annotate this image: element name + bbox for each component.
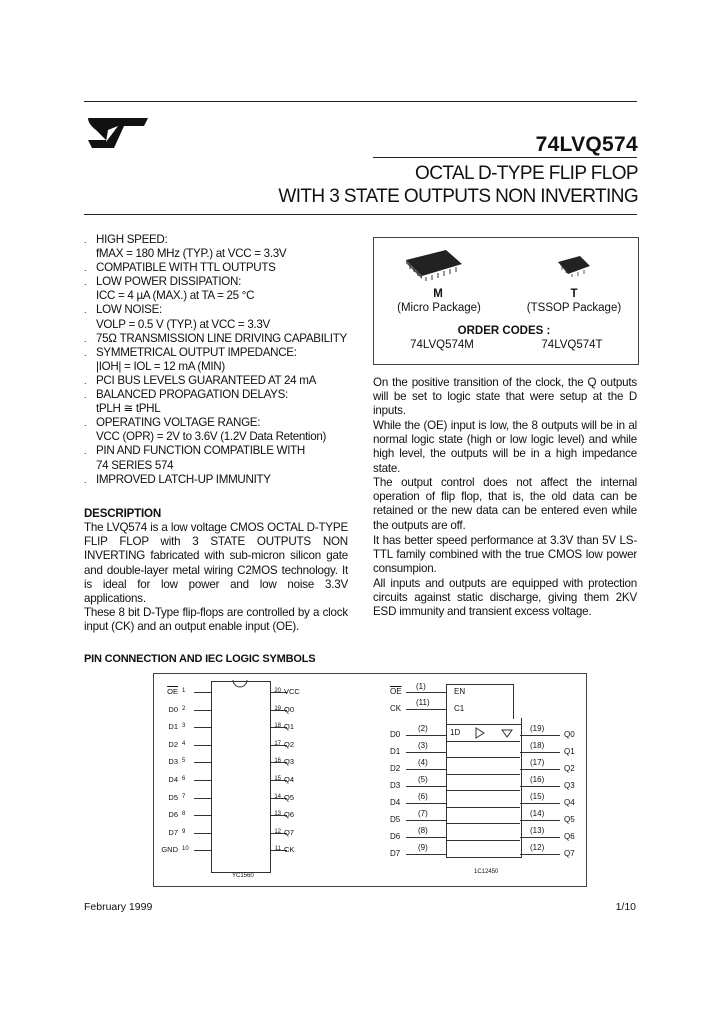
feature-detail: fMAX = 180 MHz (TYP.) at VCC = 3.3V	[96, 247, 287, 261]
iec-row-divider	[446, 741, 520, 742]
order-code-t: 74LVQ574T	[541, 339, 603, 351]
description-para1: The LVQ574 is a low voltage CMOS OCTAL D-TYPE FLIP FLOP with 3 STATE OUTPUTS NON INVERTING fabricated with sub-micron silicon gate and double-layer metal wiring C2MOS technology. It is ideal for low power and low noise 3.3V applications.	[84, 521, 348, 606]
iec-input-name: D1	[390, 747, 401, 756]
pin-name-right: Q1	[284, 722, 295, 732]
feature-title: OPERATING VOLTAGE RANGE:	[96, 416, 261, 430]
pin-number-right: 17	[274, 740, 281, 747]
iec-output-num: (13)	[530, 826, 545, 835]
iec-output-name: Q6	[564, 832, 575, 841]
iec-output-num: (18)	[530, 741, 545, 750]
pin-lead-left	[194, 710, 211, 711]
feature-detail: VCC (OPR) = 2V to 3.6V (1.2V Data Retention)	[96, 430, 327, 444]
iec-oe-num: (1)	[416, 682, 426, 691]
feature-item	[84, 261, 354, 275]
feature-item	[84, 473, 354, 487]
pin-section-heading: PIN CONNECTION AND IEC LOGIC SYMBOLS	[84, 653, 316, 665]
feature-title: HIGH SPEED:	[96, 233, 168, 246]
iec-output-num: (15)	[530, 792, 545, 801]
iec-output-name: Q5	[564, 815, 575, 824]
right-para2: While the (OE) input is low, the 8 outputs will be in al normal logic state (high or low logic level) and while high level, the outputs will be in a high impedance state.	[373, 419, 637, 475]
iec-input-line	[406, 769, 446, 770]
order-codes-heading: ORDER CODES :	[457, 325, 551, 337]
iec-input-num: (3)	[418, 741, 428, 750]
feature-title: PCI BUS LEVELS GUARANTEED AT 24 mA	[96, 373, 317, 387]
iec-main-block	[446, 724, 522, 858]
iec-output-name: Q7	[564, 849, 575, 858]
subtitle-line2: WITH 3 STATE OUTPUTS NON INVERTING	[278, 186, 638, 207]
feature-item	[84, 303, 354, 331]
iec-output-num: (12)	[530, 843, 545, 852]
pin-lead-left	[194, 727, 211, 728]
feature-item	[84, 388, 354, 416]
right-para4: It has better speed performance at 3.3V than 5V LS-TTL family combined with the true CMOS low power consumpion.	[373, 534, 637, 576]
pin-name-right: Q4	[284, 775, 295, 784]
pin-name-right: Q3	[284, 757, 295, 767]
pin-diagram-box	[153, 673, 587, 887]
iec-row-divider	[446, 823, 520, 824]
pin-name-right: Q6	[284, 810, 295, 820]
iec-output-line	[520, 803, 560, 804]
header-rule	[84, 101, 637, 102]
pin-name-right: Q7	[284, 827, 295, 837]
pin-name-left: D4	[168, 775, 178, 784]
iec-row-divider	[446, 757, 520, 758]
pin-number-left: 6	[182, 776, 186, 782]
iec-row-divider	[446, 774, 520, 775]
pin-name-right: Q0	[284, 704, 295, 714]
iec-row-divider	[446, 840, 520, 841]
bullet-icon: .	[84, 263, 87, 274]
feature-title: IMPROVED LATCH-UP IMMUNITY	[96, 472, 271, 486]
iec-input-line	[406, 854, 446, 855]
description-heading: DESCRIPTION	[84, 507, 162, 520]
iec-output-line	[520, 837, 560, 838]
pin-number-left: 5	[182, 758, 186, 765]
feature-detail: |IOH| = IOL = 12 mA (MIN)	[96, 359, 225, 373]
iec-input-line	[406, 735, 446, 736]
pin-lead-left	[194, 780, 211, 781]
iec-input-line	[406, 752, 446, 753]
iec-output-line	[520, 735, 560, 736]
iec-output-line	[520, 854, 560, 855]
micro-package-icon	[400, 246, 470, 286]
feature-detail: ICC = 4 µA (MAX.) at TA = 25 °C	[96, 289, 255, 303]
iec-output-line	[520, 769, 560, 770]
bullet-icon: .	[84, 390, 87, 401]
right-para1: On the positive transition of the clock, the Q outputs will be set to logic state that were setup at the D inputs.	[373, 376, 637, 418]
title-rule	[373, 157, 637, 158]
pin-number-right: 14	[274, 793, 281, 800]
pin-lead-left	[194, 798, 211, 799]
iec-output-line	[520, 786, 560, 787]
feature-item	[84, 233, 354, 261]
iec-input-name: D3	[390, 781, 401, 790]
pin-lead-left	[194, 815, 211, 816]
pin-name-left: GND	[161, 845, 178, 855]
feature-detail: VOLP = 0.5 V (TYP.) at VCC = 3.3V	[96, 317, 270, 331]
footer-date: February 1999	[84, 901, 153, 913]
iec-row-divider	[446, 790, 520, 791]
part-number: 74LVQ574	[535, 133, 638, 156]
iec-output-name: Q2	[564, 764, 575, 773]
package-box	[373, 237, 639, 365]
iec-buffer-icons	[474, 727, 518, 739]
bullet-icon: .	[84, 474, 87, 485]
st-logo	[84, 112, 154, 156]
bullet-icon: .	[84, 333, 87, 344]
pin-lead-left	[194, 833, 211, 834]
iec-output-num: (19)	[530, 724, 545, 733]
m-package-letter: M	[433, 288, 443, 300]
dip-package	[211, 681, 271, 873]
iec-output-name: Q3	[564, 781, 575, 790]
subtitle-line1: OCTAL D-TYPE FLIP FLOP	[415, 163, 638, 184]
feature-item	[84, 346, 354, 374]
pin-lead-left	[194, 850, 211, 851]
pin-number-left: 1	[182, 688, 186, 694]
bullet-icon: .	[84, 375, 87, 386]
feature-title: LOW NOISE:	[96, 303, 162, 317]
pin-name-right: CK	[284, 845, 295, 855]
pin-number-right: 18	[274, 723, 281, 730]
iec-output-num: (14)	[530, 809, 545, 818]
bullet-icon: .	[84, 418, 87, 429]
iec-input-name: D6	[390, 832, 401, 841]
bullet-icon: .	[84, 347, 87, 358]
pin-number-right: 20	[274, 688, 281, 694]
iec-1d-label: 1D	[450, 728, 461, 737]
pin-number-right: 15	[274, 776, 281, 782]
iec-output-line	[520, 820, 560, 821]
iec-input-num: (9)	[418, 843, 428, 852]
pin-name-right: VCC	[284, 687, 300, 696]
right-para5: All inputs and outputs are equipped with protection circuits against static discharge, giving them 2KV ESD immunity and transient excess voltage.	[373, 577, 637, 619]
iec-input-num: (8)	[418, 826, 428, 835]
tssop-package-icon	[554, 252, 594, 280]
pin-name-left: D0	[168, 704, 178, 714]
t-package-letter: T	[570, 288, 578, 300]
pin-name-left: D7	[168, 827, 178, 837]
iec-row-divider	[446, 807, 520, 808]
iec-ck-num: (11)	[416, 698, 430, 707]
order-code-m: 74LVQ574M	[410, 339, 474, 351]
iec-oe-label: $\overline{OE}$	[390, 687, 402, 696]
subtitle-rule	[84, 214, 637, 215]
pin-name-left: D1	[168, 722, 178, 732]
feature-title: 75Ω TRANSMISSION LINE DRIVING CAPABILITY	[96, 331, 347, 345]
iec-caption: 1C12450	[474, 869, 499, 875]
iec-en-label: EN	[454, 687, 466, 696]
feature-detail: tPLH ≅ tPHL	[96, 402, 161, 416]
pin-number-left: 9	[182, 828, 186, 835]
iec-output-name: Q0	[564, 730, 575, 739]
feature-title: PIN AND FUNCTION COMPATIBLE WITH	[96, 444, 305, 458]
iec-output-num: (17)	[530, 758, 545, 767]
iec-input-num: (5)	[418, 775, 428, 784]
pin-number-right: 12	[274, 828, 281, 835]
iec-input-num: (7)	[418, 809, 428, 818]
t-package-name: (TSSOP Package)	[526, 302, 622, 314]
feature-item	[84, 332, 354, 346]
iec-input-name: D7	[390, 849, 401, 858]
pin-number-right: 11	[274, 846, 281, 853]
feature-title: SYMMETRICAL OUTPUT IMPEDANCE:	[96, 345, 297, 359]
iec-input-num: (2)	[418, 724, 428, 733]
pin-number-left: 10	[182, 846, 189, 853]
feature-item	[84, 416, 354, 444]
pin-name-right: Q5	[284, 792, 295, 802]
pin-number-left: 2	[182, 705, 186, 712]
iec-c1-label: C1	[454, 704, 465, 713]
pin-name-right: Q2	[284, 739, 295, 749]
iec-output-line	[520, 752, 560, 753]
pin-number-right: 16	[274, 758, 281, 765]
feature-item	[84, 275, 354, 303]
pin-number-left: 3	[182, 723, 186, 730]
pin-name-left: $\overline{OE}$	[167, 687, 178, 696]
pin-lead-left	[194, 762, 211, 763]
bullet-icon: .	[84, 446, 87, 457]
iec-input-name: D4	[390, 798, 401, 807]
feature-title: COMPATIBLE WITH TTL OUTPUTS	[96, 261, 276, 275]
bullet-icon: .	[84, 277, 87, 288]
pin-name-left: D3	[168, 757, 178, 767]
pin-caption: YC1560	[232, 873, 254, 879]
right-para3: The output control does not affect the internal operation of flip flop, that is, the old data can be retained or the new data can be entered even while the outputs are off.	[373, 476, 637, 532]
bullet-icon: .	[84, 235, 87, 245]
iec-output-name: Q1	[564, 747, 575, 756]
pin-number-right: 19	[274, 705, 281, 712]
feature-item	[84, 374, 354, 388]
iec-input-line	[406, 803, 446, 804]
pin-name-left: D5	[168, 792, 178, 802]
description-para2: These 8 bit D-Type flip-flops are controlled by a clock input (CK) and an output enable input (OE).	[84, 606, 348, 634]
feature-title: LOW POWER DISSIPATION:	[96, 275, 241, 289]
pin-number-left: 4	[182, 740, 186, 747]
m-package-name: (Micro Package)	[397, 302, 481, 314]
iec-ck-label: CK	[390, 704, 402, 713]
iec-input-num: (4)	[418, 758, 428, 767]
iec-output-name: Q4	[564, 798, 575, 807]
iec-input-name: D2	[390, 764, 401, 773]
feature-item	[84, 444, 354, 472]
iec-input-name: D0	[390, 730, 401, 739]
bullet-icon: .	[84, 305, 87, 316]
iec-input-line	[406, 820, 446, 821]
iec-input-name: D5	[390, 815, 401, 824]
pin-name-left: D2	[168, 739, 178, 749]
pin-number-left: 7	[182, 793, 186, 800]
iec-input-num: (6)	[418, 792, 428, 801]
iec-oe-line	[406, 692, 446, 693]
iec-input-line	[406, 837, 446, 838]
features-list	[84, 233, 354, 487]
pin-lead-left	[194, 745, 211, 746]
iec-ck-line	[406, 709, 446, 710]
iec-output-num: (16)	[530, 775, 545, 784]
feature-title: BALANCED PROPAGATION DELAYS:	[96, 388, 288, 402]
iec-input-line	[406, 786, 446, 787]
pin-number-left: 8	[182, 811, 186, 818]
pin-lead-left	[194, 692, 211, 693]
pin-name-left: D6	[168, 810, 178, 820]
pin-number-right: 13	[274, 811, 281, 818]
dip-notch-icon	[232, 680, 248, 689]
footer-page: 1/10	[615, 901, 636, 913]
feature-detail: 74 SERIES 574	[96, 458, 174, 472]
